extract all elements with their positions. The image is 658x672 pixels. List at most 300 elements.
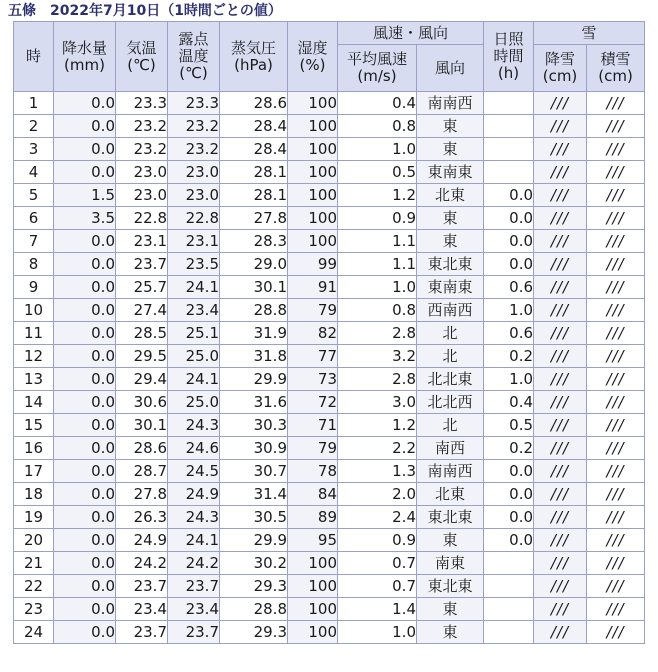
cell-sunshine — [484, 621, 534, 644]
cell-precip: 0.0 — [54, 322, 116, 345]
cell-snow-depth: /// — [587, 552, 645, 575]
cell-vapor: 30.5 — [220, 506, 288, 529]
header-snowfall-label: 降雪 — [545, 50, 576, 68]
cell-sunshine: 0.0 — [484, 529, 534, 552]
table-row — [14, 161, 645, 184]
cell-wind-direction: 南南西 — [417, 92, 484, 115]
header-wind-speed-label: 平均風速 — [346, 50, 407, 68]
header-precipitation-unit: (mm) — [64, 55, 105, 74]
cell-vapor: 28.1 — [220, 161, 288, 184]
table-row — [14, 529, 645, 552]
cell-snow-depth: /// — [587, 575, 645, 598]
cell-sunshine: 1.0 — [484, 368, 534, 391]
header-snow-depth — [587, 45, 645, 92]
cell-precip: 0.0 — [54, 460, 116, 483]
table-row — [14, 138, 645, 161]
cell-sunshine: 0.0 — [484, 506, 534, 529]
cell-sunshine: 0.6 — [484, 276, 534, 299]
cell-wind-direction: 北 — [417, 345, 484, 368]
cell-precip: 0.0 — [54, 299, 116, 322]
cell-wind-direction: 北 — [417, 414, 484, 437]
cell-wind-speed: 0.7 — [338, 575, 417, 598]
table-row — [14, 253, 645, 276]
cell-precip: 0.0 — [54, 161, 116, 184]
cell-hour: 18 — [14, 483, 54, 506]
table-row — [14, 506, 645, 529]
cell-hour: 24 — [14, 621, 54, 644]
table-row — [14, 483, 645, 506]
cell-temp: 27.4 — [116, 299, 168, 322]
cell-wind-direction: 東北東 — [417, 253, 484, 276]
cell-hour: 19 — [14, 506, 54, 529]
cell-snow-depth: /// — [587, 299, 645, 322]
cell-dew: 23.2 — [168, 115, 220, 138]
cell-sunshine — [484, 552, 534, 575]
cell-hour: 13 — [14, 368, 54, 391]
cell-wind-direction: 東 — [417, 230, 484, 253]
cell-sunshine: 0.2 — [484, 345, 534, 368]
cell-snowfall: /// — [534, 322, 587, 345]
cell-temp: 28.7 — [116, 460, 168, 483]
cell-vapor: 28.1 — [220, 184, 288, 207]
cell-humidity: 100 — [288, 575, 338, 598]
cell-wind-speed: 1.1 — [338, 230, 417, 253]
cell-precip: 0.0 — [54, 345, 116, 368]
cell-snow-depth: /// — [587, 230, 645, 253]
table-row — [14, 115, 645, 138]
header-precipitation-label: 降水量 — [61, 38, 107, 57]
cell-dew: 24.3 — [168, 506, 220, 529]
cell-wind-speed: 0.9 — [338, 207, 417, 230]
cell-temp: 29.4 — [116, 368, 168, 391]
cell-precip: 0.0 — [54, 437, 116, 460]
cell-wind-direction: 東北東 — [417, 506, 484, 529]
cell-temp: 23.0 — [116, 161, 168, 184]
cell-precip: 0.0 — [54, 575, 116, 598]
cell-dew: 23.7 — [168, 575, 220, 598]
cell-wind-speed: 2.2 — [338, 437, 417, 460]
cell-snow-depth: /// — [587, 529, 645, 552]
header-temperature — [116, 22, 168, 92]
cell-precip: 1.5 — [54, 184, 116, 207]
cell-snow-depth: /// — [587, 368, 645, 391]
table-row — [14, 621, 645, 644]
cell-hour: 9 — [14, 276, 54, 299]
cell-wind-direction: 西南西 — [417, 299, 484, 322]
cell-humidity: 100 — [288, 207, 338, 230]
table-row — [14, 276, 645, 299]
cell-precip: 0.0 — [54, 621, 116, 644]
cell-wind-speed: 0.9 — [338, 529, 417, 552]
hourly-observation-table — [13, 21, 645, 644]
cell-wind-direction: 東 — [417, 598, 484, 621]
cell-vapor: 29.3 — [220, 621, 288, 644]
cell-snow-depth: /// — [587, 207, 645, 230]
cell-wind-speed: 3.0 — [338, 391, 417, 414]
cell-snowfall: /// — [534, 483, 587, 506]
cell-temp: 26.3 — [116, 506, 168, 529]
cell-snowfall: /// — [534, 138, 587, 161]
cell-snowfall: /// — [534, 621, 587, 644]
cell-snow-depth: /// — [587, 115, 645, 138]
cell-sunshine: 0.0 — [484, 230, 534, 253]
header-vapor-pressure-label: 蒸気圧 — [230, 38, 276, 57]
cell-snow-depth: /// — [587, 92, 645, 115]
cell-vapor: 30.1 — [220, 276, 288, 299]
cell-temp: 23.0 — [116, 184, 168, 207]
cell-snowfall: /// — [534, 598, 587, 621]
cell-wind-speed: 0.8 — [338, 299, 417, 322]
cell-snowfall: /// — [534, 460, 587, 483]
cell-wind-speed: 0.7 — [338, 552, 417, 575]
cell-temp: 23.2 — [116, 138, 168, 161]
cell-wind-speed: 1.4 — [338, 598, 417, 621]
cell-wind-speed: 2.8 — [338, 322, 417, 345]
cell-wind-direction: 東 — [417, 529, 484, 552]
cell-vapor: 29.9 — [220, 529, 288, 552]
table-row — [14, 368, 645, 391]
cell-snowfall: /// — [534, 161, 587, 184]
cell-snowfall: /// — [534, 368, 587, 391]
cell-sunshine: 1.0 — [484, 299, 534, 322]
table-row — [14, 207, 645, 230]
cell-hour: 16 — [14, 437, 54, 460]
cell-snow-depth: /// — [587, 414, 645, 437]
cell-precip: 0.0 — [54, 506, 116, 529]
cell-snowfall: /// — [534, 437, 587, 460]
cell-humidity: 89 — [288, 506, 338, 529]
cell-wind-speed: 1.0 — [338, 621, 417, 644]
header-sunshine-label-1: 日照 — [493, 30, 524, 48]
cell-snowfall: /// — [534, 115, 587, 138]
cell-temp: 24.9 — [116, 529, 168, 552]
cell-temp: 28.5 — [116, 322, 168, 345]
cell-precip: 0.0 — [54, 276, 116, 299]
cell-humidity: 82 — [288, 322, 338, 345]
table-body — [14, 92, 645, 644]
cell-precip: 0.0 — [54, 598, 116, 621]
cell-sunshine — [484, 598, 534, 621]
cell-snow-depth: /// — [587, 345, 645, 368]
cell-snow-depth: /// — [587, 276, 645, 299]
table-row — [14, 230, 645, 253]
cell-snow-depth: /// — [587, 460, 645, 483]
cell-sunshine: 0.6 — [484, 322, 534, 345]
cell-precip: 0.0 — [54, 115, 116, 138]
cell-snowfall: /// — [534, 230, 587, 253]
cell-wind-speed: 1.1 — [338, 253, 417, 276]
cell-hour: 8 — [14, 253, 54, 276]
cell-precip: 0.0 — [54, 529, 116, 552]
cell-wind-direction: 北北西 — [417, 391, 484, 414]
header-sunshine-unit: (h) — [497, 64, 520, 82]
cell-snow-depth: /// — [587, 483, 645, 506]
cell-hour: 5 — [14, 184, 54, 207]
cell-humidity: 79 — [288, 299, 338, 322]
cell-sunshine: 0.2 — [484, 437, 534, 460]
cell-hour: 15 — [14, 414, 54, 437]
cell-humidity: 84 — [288, 483, 338, 506]
cell-sunshine: 0.0 — [484, 253, 534, 276]
cell-dew: 23.5 — [168, 253, 220, 276]
cell-wind-speed: 3.2 — [338, 345, 417, 368]
cell-precip: 3.5 — [54, 207, 116, 230]
cell-dew: 23.2 — [168, 138, 220, 161]
header-temperature-label: 気温 — [126, 38, 157, 57]
cell-precip: 0.0 — [54, 414, 116, 437]
header-snowfall-unit: (cm) — [542, 67, 578, 85]
cell-wind-direction: 北北東 — [417, 368, 484, 391]
cell-snowfall: /// — [534, 207, 587, 230]
cell-wind-direction: 北東 — [417, 184, 484, 207]
header-sunshine — [484, 22, 534, 92]
cell-hour: 22 — [14, 575, 54, 598]
header-dewpoint — [168, 22, 220, 92]
table-row — [14, 414, 645, 437]
header-humidity-label: 湿度 — [297, 38, 328, 57]
header-humidity — [288, 22, 338, 92]
header-humidity-unit: (%) — [299, 55, 326, 74]
cell-temp: 27.8 — [116, 483, 168, 506]
cell-vapor: 30.2 — [220, 552, 288, 575]
header-snow-group: 雪 — [534, 22, 645, 45]
cell-sunshine: 0.0 — [484, 460, 534, 483]
cell-wind-direction: 東 — [417, 138, 484, 161]
cell-dew: 24.9 — [168, 483, 220, 506]
cell-humidity: 72 — [288, 391, 338, 414]
cell-vapor: 30.7 — [220, 460, 288, 483]
cell-vapor: 28.3 — [220, 230, 288, 253]
cell-wind-direction: 北東 — [417, 483, 484, 506]
cell-sunshine — [484, 575, 534, 598]
header-snow-depth-label: 積雪 — [600, 50, 631, 68]
cell-precip: 0.0 — [54, 253, 116, 276]
cell-wind-direction: 東 — [417, 115, 484, 138]
cell-temp: 30.6 — [116, 391, 168, 414]
header-wind-direction: 風向 — [417, 45, 484, 92]
cell-humidity: 78 — [288, 460, 338, 483]
cell-vapor: 31.9 — [220, 322, 288, 345]
table-row — [14, 552, 645, 575]
cell-precip: 0.0 — [54, 230, 116, 253]
cell-vapor: 30.3 — [220, 414, 288, 437]
cell-wind-speed: 0.8 — [338, 115, 417, 138]
cell-humidity: 71 — [288, 414, 338, 437]
cell-snowfall: /// — [534, 184, 587, 207]
cell-dew: 25.0 — [168, 391, 220, 414]
cell-snowfall: /// — [534, 276, 587, 299]
cell-vapor: 28.8 — [220, 598, 288, 621]
cell-sunshine: 0.4 — [484, 391, 534, 414]
cell-vapor: 31.6 — [220, 391, 288, 414]
cell-snow-depth: /// — [587, 437, 645, 460]
cell-temp: 23.7 — [116, 621, 168, 644]
cell-snow-depth: /// — [587, 391, 645, 414]
cell-snowfall: /// — [534, 299, 587, 322]
cell-wind-speed: 1.0 — [338, 138, 417, 161]
cell-sunshine — [484, 161, 534, 184]
cell-vapor: 28.6 — [220, 92, 288, 115]
cell-temp: 23.7 — [116, 253, 168, 276]
cell-dew: 24.6 — [168, 437, 220, 460]
cell-wind-speed: 2.8 — [338, 368, 417, 391]
cell-hour: 7 — [14, 230, 54, 253]
cell-humidity: 91 — [288, 276, 338, 299]
header-wind-speed — [338, 45, 417, 92]
cell-humidity: 100 — [288, 92, 338, 115]
cell-wind-speed: 2.0 — [338, 483, 417, 506]
cell-wind-direction: 南南西 — [417, 460, 484, 483]
cell-wind-direction: 東南東 — [417, 276, 484, 299]
cell-hour: 20 — [14, 529, 54, 552]
cell-vapor: 28.4 — [220, 115, 288, 138]
cell-sunshine — [484, 115, 534, 138]
cell-temp: 30.1 — [116, 414, 168, 437]
cell-vapor: 29.9 — [220, 368, 288, 391]
cell-hour: 10 — [14, 299, 54, 322]
cell-temp: 23.4 — [116, 598, 168, 621]
cell-humidity: 100 — [288, 552, 338, 575]
header-snowfall — [534, 45, 587, 92]
cell-temp: 24.2 — [116, 552, 168, 575]
header-wind-group: 風速・風向 — [338, 22, 484, 45]
cell-snowfall: /// — [534, 575, 587, 598]
cell-sunshine: 0.0 — [484, 207, 534, 230]
cell-snowfall: /// — [534, 345, 587, 368]
cell-temp: 23.7 — [116, 575, 168, 598]
cell-snow-depth: /// — [587, 621, 645, 644]
cell-dew: 24.1 — [168, 529, 220, 552]
table-row — [14, 575, 645, 598]
cell-wind-direction: 北 — [417, 322, 484, 345]
cell-humidity: 99 — [288, 253, 338, 276]
cell-dew: 25.0 — [168, 345, 220, 368]
header-sunshine-label-2: 時間 — [493, 47, 524, 65]
cell-dew: 24.1 — [168, 276, 220, 299]
cell-vapor: 31.8 — [220, 345, 288, 368]
cell-vapor: 30.9 — [220, 437, 288, 460]
cell-sunshine — [484, 138, 534, 161]
cell-dew: 24.1 — [168, 368, 220, 391]
header-precipitation — [54, 22, 116, 92]
cell-dew: 23.4 — [168, 299, 220, 322]
cell-hour: 6 — [14, 207, 54, 230]
cell-dew: 23.3 — [168, 92, 220, 115]
cell-wind-speed: 1.2 — [338, 414, 417, 437]
cell-hour: 14 — [14, 391, 54, 414]
cell-hour: 21 — [14, 552, 54, 575]
cell-snow-depth: /// — [587, 598, 645, 621]
cell-temp: 28.6 — [116, 437, 168, 460]
cell-dew: 23.4 — [168, 598, 220, 621]
cell-hour: 2 — [14, 115, 54, 138]
table-row — [14, 460, 645, 483]
cell-vapor: 29.0 — [220, 253, 288, 276]
header-dewpoint-unit: (℃) — [179, 64, 208, 82]
cell-temp: 23.2 — [116, 115, 168, 138]
cell-sunshine: 0.0 — [484, 483, 534, 506]
cell-humidity: 95 — [288, 529, 338, 552]
cell-hour: 11 — [14, 322, 54, 345]
cell-temp: 29.5 — [116, 345, 168, 368]
cell-dew: 24.3 — [168, 414, 220, 437]
cell-vapor: 28.4 — [220, 138, 288, 161]
cell-snowfall: /// — [534, 414, 587, 437]
cell-wind-speed: 0.5 — [338, 161, 417, 184]
cell-hour: 4 — [14, 161, 54, 184]
table-row — [14, 391, 645, 414]
cell-dew: 23.7 — [168, 621, 220, 644]
cell-temp: 23.1 — [116, 230, 168, 253]
table-row — [14, 598, 645, 621]
cell-humidity: 77 — [288, 345, 338, 368]
cell-snowfall: /// — [534, 391, 587, 414]
cell-precip: 0.0 — [54, 138, 116, 161]
cell-hour: 3 — [14, 138, 54, 161]
cell-sunshine — [484, 92, 534, 115]
cell-humidity: 79 — [288, 437, 338, 460]
cell-dew: 24.2 — [168, 552, 220, 575]
cell-wind-direction: 南西 — [417, 437, 484, 460]
cell-wind-direction: 南東 — [417, 552, 484, 575]
cell-wind-direction: 東南東 — [417, 161, 484, 184]
header-row — [14, 22, 645, 45]
header-dewpoint-label-1: 露点 — [178, 30, 209, 48]
cell-wind-speed: 1.3 — [338, 460, 417, 483]
cell-humidity: 73 — [288, 368, 338, 391]
cell-snow-depth: /// — [587, 253, 645, 276]
cell-snow-depth: /// — [587, 184, 645, 207]
cell-snowfall: /// — [534, 529, 587, 552]
cell-vapor: 28.8 — [220, 299, 288, 322]
cell-precip: 0.0 — [54, 483, 116, 506]
cell-snowfall: /// — [534, 92, 587, 115]
table-row — [14, 299, 645, 322]
cell-dew: 22.8 — [168, 207, 220, 230]
cell-wind-direction: 東北東 — [417, 575, 484, 598]
header-vapor-pressure-unit: (hPa) — [234, 55, 273, 74]
header-snow-depth-unit: (cm) — [598, 67, 633, 85]
header-hour: 時 — [14, 22, 54, 92]
table-row — [14, 345, 645, 368]
cell-dew: 23.0 — [168, 161, 220, 184]
cell-wind-speed: 2.4 — [338, 506, 417, 529]
cell-snowfall: /// — [534, 506, 587, 529]
cell-snow-depth: /// — [587, 506, 645, 529]
table-row — [14, 437, 645, 460]
cell-humidity: 100 — [288, 138, 338, 161]
cell-temp: 25.7 — [116, 276, 168, 299]
header-temperature-unit: (℃) — [127, 55, 156, 74]
cell-snow-depth: /// — [587, 161, 645, 184]
cell-hour: 12 — [14, 345, 54, 368]
cell-vapor: 31.4 — [220, 483, 288, 506]
cell-wind-speed: 0.4 — [338, 92, 417, 115]
cell-sunshine: 0.0 — [484, 184, 534, 207]
cell-humidity: 100 — [288, 161, 338, 184]
table-row — [14, 322, 645, 345]
cell-dew: 24.5 — [168, 460, 220, 483]
cell-humidity: 100 — [288, 598, 338, 621]
cell-temp: 22.8 — [116, 207, 168, 230]
cell-wind-speed: 1.0 — [338, 276, 417, 299]
cell-precip: 0.0 — [54, 368, 116, 391]
header-wind-speed-unit: (m/s) — [357, 67, 397, 85]
cell-humidity: 100 — [288, 621, 338, 644]
cell-dew: 25.1 — [168, 322, 220, 345]
cell-hour: 1 — [14, 92, 54, 115]
cell-precip: 0.0 — [54, 552, 116, 575]
